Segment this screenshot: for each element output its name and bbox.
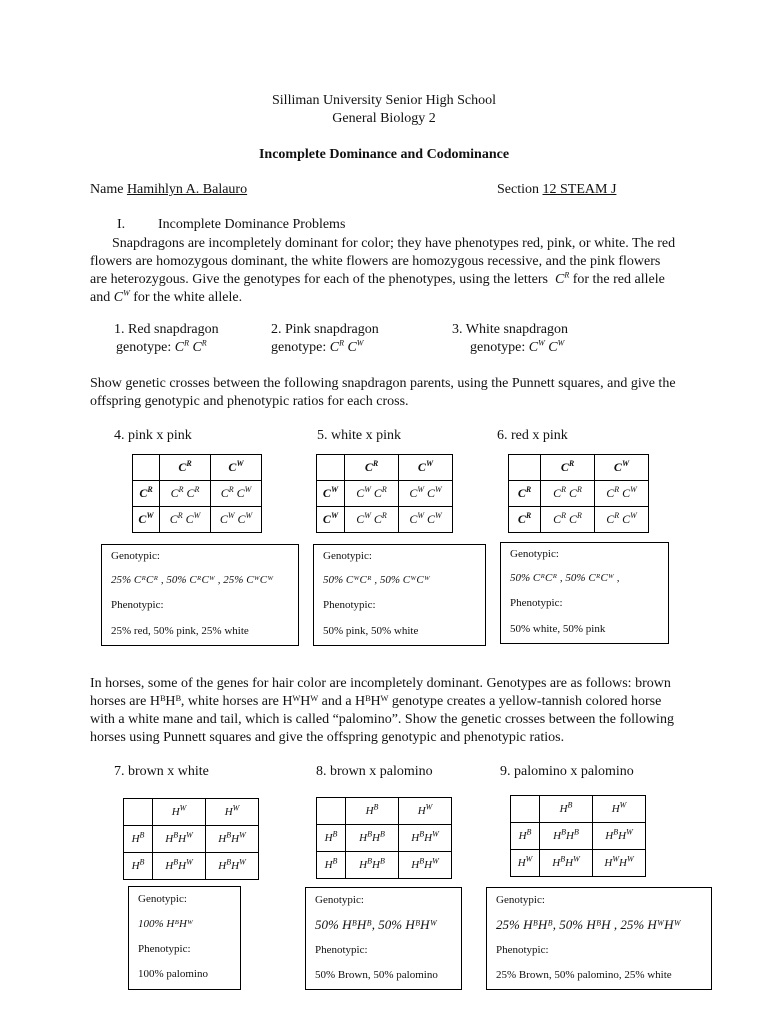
- punnett-header: $H^B$: [346, 798, 399, 825]
- punnett-header: $H^B$: [317, 852, 346, 879]
- punnett-header: $H^B$: [317, 825, 346, 852]
- phenotype-white-genotype: genotype: $C^W$ $C^W$: [470, 338, 565, 355]
- intro-text-c: for the white allele.: [133, 290, 243, 305]
- genotypic-label: Genotypic:: [510, 548, 559, 560]
- punnett-cell: $C^R$ $C^W$: [160, 507, 211, 533]
- phenotypic-value: 25% Brown, 50% palomino, 25% white: [496, 969, 672, 981]
- phenotypic-label: Phenotypic:: [138, 943, 191, 955]
- punnett-cell: $C^R$ $C^R$: [160, 481, 211, 507]
- genotypic-value: 100% HᴮHᵂ: [138, 918, 194, 930]
- phenotypic-value: 50% Brown, 50% palomino: [315, 969, 438, 981]
- punnett-square-8: [316, 797, 452, 879]
- punnett-cell: $C^R$ $C^R$: [541, 481, 595, 507]
- cross-6-title: 6. red x pink: [497, 428, 568, 443]
- genotypic-label: Genotypic:: [138, 893, 187, 905]
- phenotypic-value: 25% red, 50% pink, 25% white: [111, 625, 249, 637]
- crosses-instruction: Show genetic crosses between the following snapdragon parents, using the Punnett squares, and give the offspring genotypic and phenotypic ratios for each cross.: [90, 376, 676, 409]
- punnett-cell: $C^W$ $C^W$: [211, 507, 262, 533]
- genotypic-label: Genotypic:: [315, 894, 364, 906]
- phenotypic-value: 50% pink, 50% white: [323, 625, 419, 637]
- genotypic-value: 50% CᴿCᴿ , 50% CᴿCᵂ ,: [510, 572, 620, 584]
- phenotype-pink-genotype: genotype: $C^R$ $C^W$: [271, 338, 364, 355]
- punnett-square-5: [316, 454, 453, 533]
- genotypic-value: 50% CᵂCᴿ , 50% CᵂCᵂ: [323, 574, 430, 586]
- punnett-cell: $H^BH^W$: [153, 826, 206, 853]
- genotypic-label: Genotypic:: [496, 894, 545, 906]
- punnett-header: $C^W$: [317, 507, 345, 533]
- punnett-cell: $C^R$ $C^R$: [541, 507, 595, 533]
- punnett-header: $H^B$: [124, 853, 153, 880]
- punnett-header: $H^W$: [399, 798, 452, 825]
- punnett-header: $H^B$: [511, 823, 540, 850]
- answer-box-6: [500, 542, 669, 644]
- punnett-cell: $H^BH^B$: [346, 825, 399, 852]
- genotypic-value: 25% CᴿCᴿ , 50% CᴿCᵂ , 25% CᵂCᵂ: [111, 574, 274, 586]
- cross-7-title: 7. brown x white: [114, 764, 209, 779]
- punnett-cell: $C^R$ $C^W$: [595, 481, 649, 507]
- phenotypic-value: 50% white, 50% pink: [510, 623, 606, 635]
- snapdragon-intro: Snapdragons are incompletely dominant for color; they have phenotypes red, pink, or white. The red flowers are homozygous dominant, the white flowers are homozygous recessive, and the pink flowers are heterozygous. Give the genotypes for each of the phenotypes, using the letters $C^R$ for the red allele and $C^W$ for the white allele.: [90, 236, 676, 305]
- punnett-cell: [317, 798, 346, 825]
- phenotypic-value: 100% palomino: [138, 968, 208, 980]
- punnett-cell: [317, 455, 345, 481]
- punnett-header: $H^W$: [511, 850, 540, 877]
- section-value: 12 STEAM J: [542, 182, 617, 197]
- section-number: I.: [117, 217, 126, 232]
- phenotypic-label: Phenotypic:: [111, 599, 164, 611]
- punnett-header: $H^W$: [206, 799, 259, 826]
- punnett-header: $C^R$: [133, 481, 160, 507]
- phenotypic-label: Phenotypic:: [496, 944, 549, 956]
- phenotype-red-label: 1. Red snapdragon: [114, 322, 219, 337]
- punnett-header: $C^W$: [399, 455, 453, 481]
- punnett-header: $C^W$: [595, 455, 649, 481]
- punnett-header: $H^W$: [153, 799, 206, 826]
- name-label: Name: [90, 182, 124, 197]
- horse-intro: In horses, some of the genes for hair color are incompletely dominant. Genotypes are as follows: brown horses are HᴮHᴮ, white horses are HᵂHᵂ and a HᴮHᵂ genotype creates a yellow-tannish colored horse with a white mane and tail, which is called “palomino”. Show the genetic crosses between the following horses using Punnett squares and give the offspring genotypic and phenotypic ratios.: [90, 676, 674, 745]
- phenotype-red-genotype: genotype: $C^R$ $C^R$: [116, 338, 207, 355]
- punnett-cell: $H^BH^W$: [206, 853, 259, 880]
- intro-text-b: for the red allele and: [90, 272, 665, 305]
- punnett-cell: $H^BH^W$: [153, 853, 206, 880]
- punnett-cell: $C^W$ $C^W$: [399, 507, 453, 533]
- punnett-cell: $C^R$ $C^W$: [211, 481, 262, 507]
- punnett-cell: $H^BH^B$: [540, 823, 593, 850]
- punnett-cell: [124, 799, 153, 826]
- section-label: Section: [497, 182, 539, 197]
- punnett-header: $C^R$: [345, 455, 399, 481]
- punnett-header: $C^R$: [509, 481, 541, 507]
- punnett-cell: [133, 455, 160, 481]
- genotypic-value: 25% HᴮHᴮ, 50% HᴮH , 25% HᵂHᵂ: [496, 917, 681, 932]
- punnett-cell: [509, 455, 541, 481]
- punnett-header: $H^W$: [593, 796, 646, 823]
- cross-4-title: 4. pink x pink: [114, 428, 192, 443]
- punnett-square-7: [123, 798, 259, 880]
- intro-text-a: Snapdragons are incompletely dominant for color; they have phenotypes red, pink, or white. The red flowers are homozygous dominant, the white flowers are homozygous recessive, and the pink flowers are heterozygous. Give the genotypes for each of the phenotypes, using the letters: [90, 236, 676, 287]
- punnett-cell: $H^BH^W$: [593, 823, 646, 850]
- punnett-cell: $H^WH^W$: [593, 850, 646, 877]
- school-name: Silliman University Senior High School: [272, 93, 496, 108]
- punnett-square-9: [510, 795, 646, 877]
- section-row: [497, 182, 616, 198]
- punnett-square-4: [132, 454, 262, 533]
- punnett-square-6: [508, 454, 649, 533]
- punnett-cell: $H^BH^W$: [206, 826, 259, 853]
- phenotypic-label: Phenotypic:: [323, 599, 376, 611]
- cross-8-title: 8. brown x palomino: [316, 764, 433, 779]
- punnett-header: $C^R$: [509, 507, 541, 533]
- punnett-cell: $C^W$ $C^R$: [345, 507, 399, 533]
- punnett-cell: $C^W$ $C^R$: [345, 481, 399, 507]
- genotypic-label: Genotypic:: [323, 550, 372, 562]
- answer-box-5: [313, 544, 486, 646]
- punnett-header: $H^B$: [124, 826, 153, 853]
- punnett-cell: [511, 796, 540, 823]
- punnett-cell: $C^W$ $C^W$: [399, 481, 453, 507]
- punnett-header: $H^B$: [540, 796, 593, 823]
- genotypic-label: Genotypic:: [111, 550, 160, 562]
- punnett-header: $C^R$: [160, 455, 211, 481]
- phenotype-white-label: 3. White snapdragon: [452, 322, 568, 337]
- phenotype-pink-label: 2. Pink snapdragon: [271, 322, 379, 337]
- genotypic-value: 50% HᴮHᴮ, 50% HᴮHᵂ: [315, 917, 437, 932]
- punnett-cell: $H^BH^W$: [540, 850, 593, 877]
- worksheet-title: Incomplete Dominance and Codominance: [258, 147, 510, 162]
- answer-box-7: [128, 886, 241, 990]
- answer-box-9: [486, 887, 712, 990]
- section-heading: Incomplete Dominance Problems: [158, 217, 346, 232]
- answer-box-4: [101, 544, 299, 646]
- punnett-header: $C^W$: [317, 481, 345, 507]
- course-name: General Biology 2: [332, 111, 436, 126]
- name-value: Hamihlyn A. Balauro: [126, 182, 248, 197]
- punnett-header: $C^W$: [211, 455, 262, 481]
- student-name-row: [90, 182, 247, 198]
- punnett-cell: $H^BH^W$: [399, 852, 452, 879]
- punnett-cell: $H^BH^W$: [399, 825, 452, 852]
- phenotypic-label: Phenotypic:: [315, 944, 368, 956]
- punnett-header: $C^R$: [541, 455, 595, 481]
- punnett-cell: $H^BH^B$: [346, 852, 399, 879]
- answer-box-8: [305, 887, 462, 990]
- punnett-cell: $C^R$ $C^W$: [595, 507, 649, 533]
- punnett-header: $C^W$: [133, 507, 160, 533]
- phenotypic-label: Phenotypic:: [510, 597, 563, 609]
- cross-5-title: 5. white x pink: [317, 428, 401, 443]
- cross-9-title: 9. palomino x palomino: [500, 764, 634, 779]
